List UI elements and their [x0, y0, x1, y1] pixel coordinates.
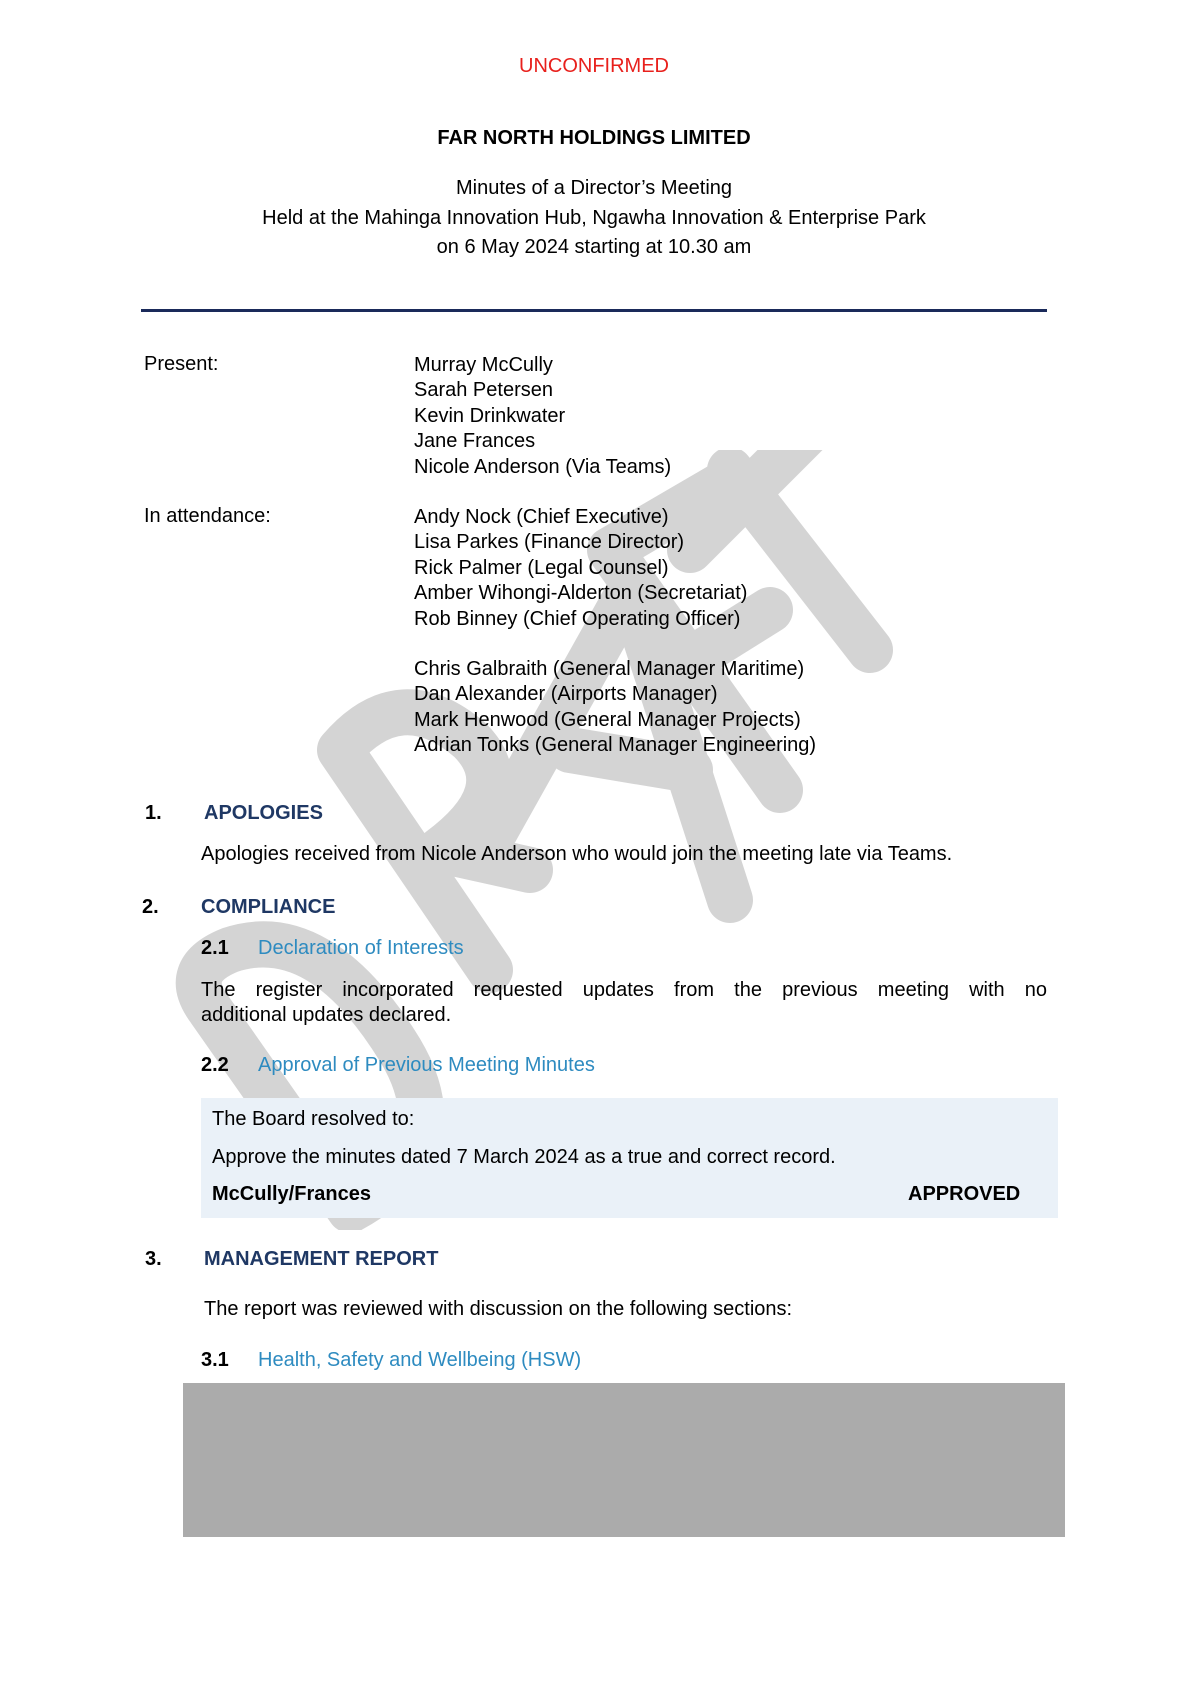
meeting-title: Minutes of a Director’s Meeting — [455, 177, 733, 199]
meeting-date: on 6 May 2024 starting at 10.30 am — [436, 236, 752, 258]
subsection-number: 2.2 — [201, 1054, 229, 1076]
attendance-list-1 — [414, 505, 747, 632]
attendee-name: Andy Nock (Chief Executive) — [414, 506, 669, 528]
section-number: 2. — [142, 896, 159, 918]
present-list — [414, 353, 671, 480]
attendee-name: Chris Galbraith (General Manager Maritime) — [414, 658, 805, 680]
resolution-text: Approve the minutes dated 7 March 2024 as a true and correct record. — [212, 1146, 836, 1168]
apologies-text: Apologies received from Nicole Anderson who would join the meeting late via Teams. — [201, 843, 953, 865]
organisation-name: FAR NORTH HOLDINGS LIMITED — [437, 127, 751, 149]
section-title-management-report: MANAGEMENT REPORT — [204, 1248, 439, 1270]
attendee-name: Lisa Parkes (Finance Director) — [414, 531, 685, 554]
subsection-number: 3.1 — [201, 1349, 229, 1371]
attendee-name: Adrian Tonks (General Manager Engineering) — [414, 734, 817, 757]
declaration-text-line1: The register incorporated requested updates from the previous meeting with no — [201, 979, 1047, 1001]
present-name: Sarah Petersen — [414, 379, 553, 402]
document-status: UNCONFIRMED — [519, 55, 669, 77]
section-title-compliance: COMPLIANCE — [201, 896, 336, 918]
attendee-name: Mark Henwood (General Manager Projects) — [414, 708, 801, 731]
resolution-intro: The Board resolved to: — [212, 1108, 415, 1130]
management-report-text: The report was reviewed with discussion on the following sections: — [204, 1298, 793, 1320]
section-number: 3. — [145, 1248, 162, 1270]
attendee-name: Rob Binney (Chief Operating Officer) — [414, 607, 741, 630]
subsection-title-declaration: Declaration of Interests — [258, 937, 464, 959]
resolution-outcome: APPROVED — [908, 1183, 1021, 1205]
present-name: Nicole Anderson (Via Teams) — [414, 455, 672, 478]
redacted-block — [183, 1383, 1065, 1537]
attendance-label: In attendance: — [144, 505, 271, 527]
subsection-title-approval: Approval of Previous Meeting Minutes — [258, 1054, 595, 1076]
section-number: 1. — [145, 802, 162, 824]
attendance-list-2 — [414, 657, 816, 759]
present-name: Jane Frances — [414, 430, 536, 453]
section-title-apologies: APOLOGIES — [204, 802, 323, 824]
attendee-name: Dan Alexander (Airports Manager) — [414, 683, 718, 706]
present-label: Present: — [144, 353, 219, 375]
present-name: Murray McCully — [414, 354, 553, 376]
subsection-title-hsw: Health, Safety and Wellbeing (HSW) — [258, 1349, 582, 1371]
present-name: Kevin Drinkwater — [414, 404, 566, 427]
attendee-name: Amber Wihongi-Alderton (Secretariat) — [414, 582, 748, 605]
subsection-number: 2.1 — [201, 937, 229, 959]
header-divider — [141, 309, 1047, 312]
meeting-venue: Held at the Mahinga Innovation Hub, Ngawha Innovation & Enterprise Park — [262, 207, 926, 229]
resolution-movers: McCully/Frances — [212, 1183, 371, 1205]
declaration-text-line2: additional updates declared. — [201, 1004, 452, 1026]
attendee-name: Rick Palmer (Legal Counsel) — [414, 556, 669, 579]
